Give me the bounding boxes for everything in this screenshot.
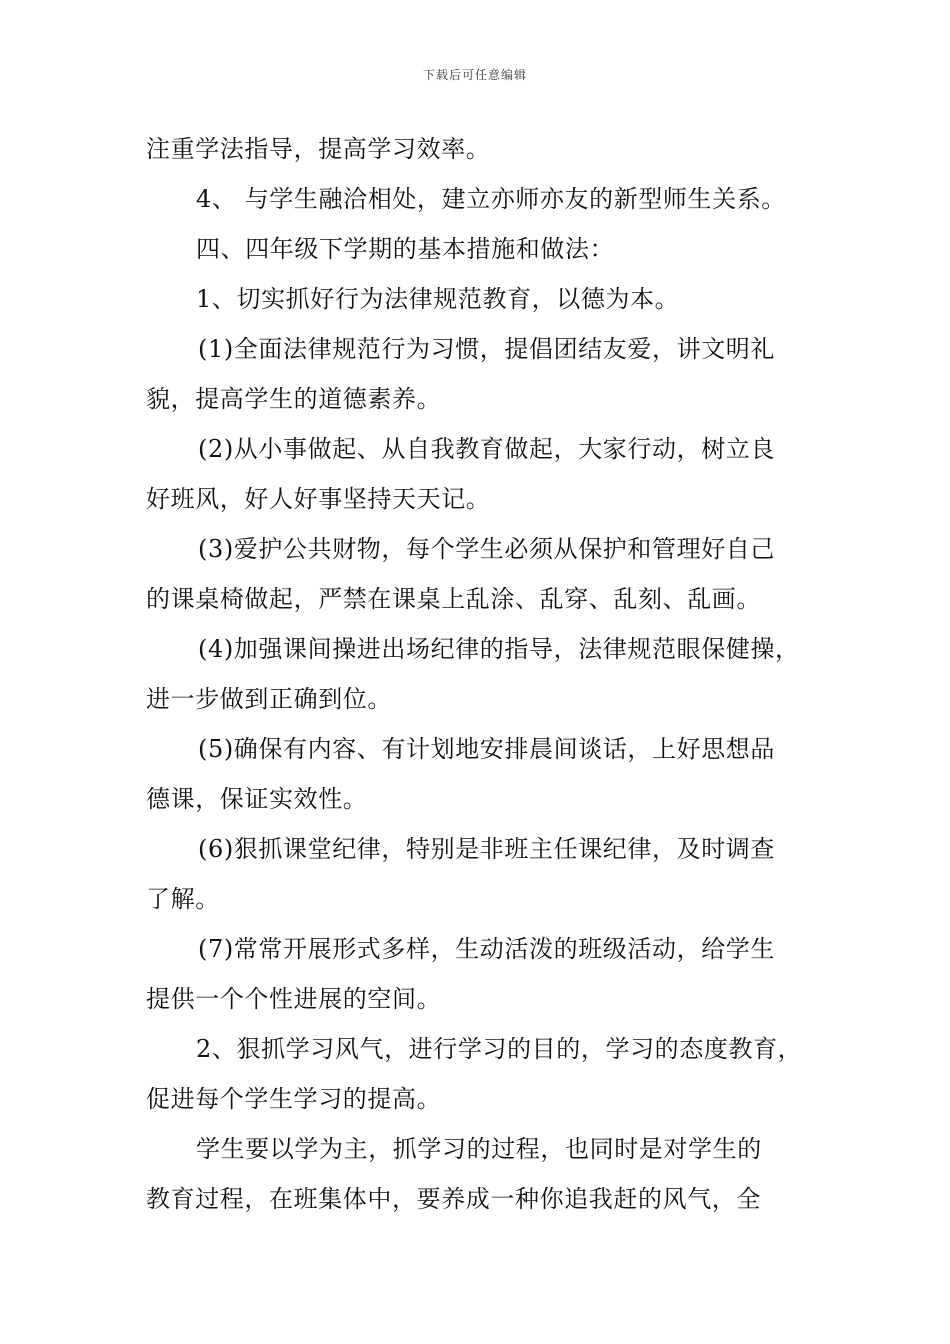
page-header: 下载后可任意编辑: [422, 68, 527, 82]
text-line: 注重学法指导，提高学习效率。: [146, 135, 491, 163]
text-line: (3)爱护公共财物，每个学生必须从保护和管理好自己: [198, 535, 775, 563]
text-line: 的课桌椅做起，严禁在课桌上乱涂、乱穿、乱刻、乱画。: [146, 585, 761, 613]
text-line: 提供一个个性进展的空间。: [146, 985, 442, 1013]
text-line: 4、 与学生融洽相处，建立亦师亦友的新型师生关系。: [196, 185, 786, 213]
text-line: 了解。: [146, 885, 220, 913]
text-line: (7)常常开展形式多样，生动活泼的班级活动，给学生: [198, 935, 775, 963]
text-line: 学生要以学为主，抓学习的过程，也同时是对学生的: [196, 1135, 762, 1163]
text-line: 进一步做到正确到位。: [146, 685, 392, 713]
text-line: 教育过程，在班集体中，要养成一种你追我赶的风气，全: [146, 1185, 761, 1213]
text-line: (4)加强课间操进出场纪律的指导，法律规范眼保健操，: [198, 635, 800, 663]
text-line: (5)确保有内容、有计划地安排晨间谈话，上好思想品: [198, 735, 775, 763]
text-line: 貌，提高学生的道德素养。: [146, 385, 442, 413]
text-line: (2)从小事做起、从自我教育做起，大家行动，树立良: [198, 435, 775, 463]
text-line: 2、狠抓学习风气，进行学习的目的，学习的态度教育，: [196, 1035, 803, 1063]
text-line: 德课，保证实效性。: [146, 785, 368, 813]
text-line: 1、切实抓好行为法律规范教育，以德为本。: [196, 285, 680, 313]
document-body: [146, 124, 812, 1224]
text-line: (6)狠抓课堂纪律，特别是非班主任课纪律，及时调查: [198, 835, 775, 863]
text-line: 好班风，好人好事坚持天天记。: [146, 485, 491, 513]
text-line: 促进每个学生学习的提高。: [146, 1085, 442, 1113]
text-line: (1)全面法律规范行为习惯，提倡团结友爱，讲文明礼: [198, 335, 775, 363]
text-line: 四、四年级下学期的基本措施和做法：: [196, 235, 615, 263]
